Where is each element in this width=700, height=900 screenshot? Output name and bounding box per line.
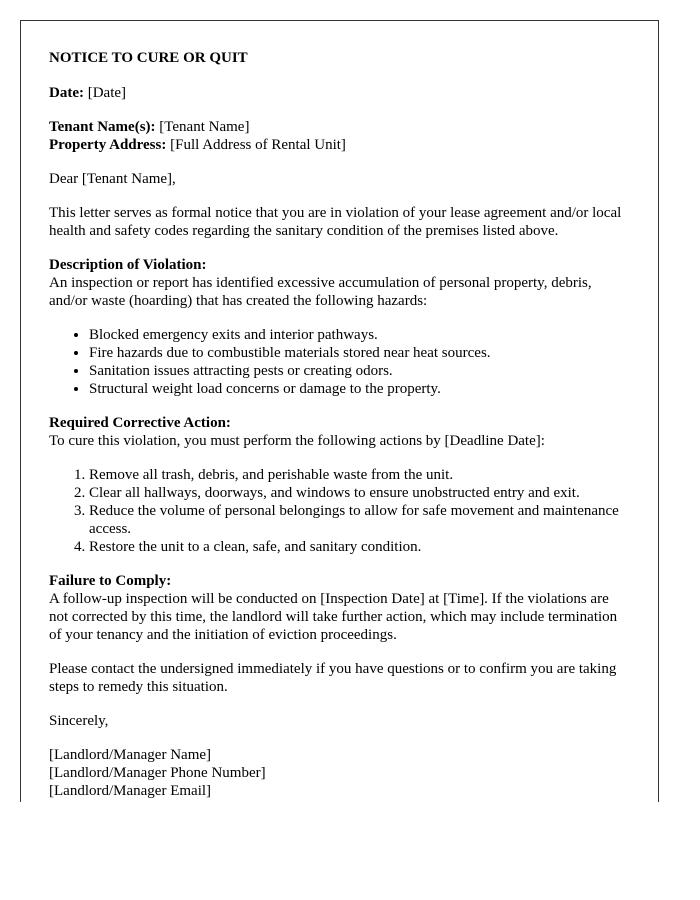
date-label: Date:: [49, 85, 84, 101]
list-item: 1. Remove all trash, debris, and perishable waste from the unit.: [89, 466, 630, 484]
intro-paragraph: This letter serves as formal notice that you are in violation of your lease agreement and/or local health and safety codes regarding the sanitary condition of the premises listed above.: [49, 205, 622, 239]
hazard-list: [49, 326, 630, 398]
signature-block: [49, 746, 630, 800]
violation-heading: Description of Violation:: [49, 257, 207, 273]
failure-heading: Failure to Comply:: [49, 573, 172, 589]
violation-section: [49, 256, 630, 310]
address-value: [Full Address of Rental Unit]: [170, 137, 346, 153]
list-item: 3. Reduce the volume of personal belongings to allow for safe movement and maintenance access.: [89, 502, 630, 538]
tenant-info: [49, 118, 630, 154]
tenant-value: [Tenant Name]: [159, 119, 250, 135]
violation-text: An inspection or report has identified excessive accumulation of personal property, debris, and/or waste (hoarding) that has created the following hazards:: [49, 275, 592, 309]
notice-title: NOTICE TO CURE OR QUIT: [49, 50, 248, 66]
action-section: [49, 414, 630, 450]
tenant-label: Tenant Name(s):: [49, 119, 156, 135]
signature-email: [Landlord/Manager Email]: [49, 783, 212, 799]
contact-paragraph: Please contact the undersigned immediately if you have questions or to confirm you are taking steps to remedy this situation.: [49, 661, 617, 695]
list-item: 4. Restore the unit to a clean, safe, and sanitary condition.: [89, 538, 630, 556]
date-value: [Date]: [87, 85, 127, 101]
date-line: [49, 84, 630, 102]
list-item: • Fire hazards due to combustible materials stored near heat sources.: [89, 344, 630, 362]
notice-document: [20, 20, 659, 802]
signature-name: [Landlord/Manager Name]: [49, 747, 212, 763]
address-label: Property Address:: [49, 137, 167, 153]
action-list: [49, 466, 630, 556]
list-item: • Sanitation issues attracting pests or creating odors.: [89, 362, 630, 380]
salutation: Dear [Tenant Name],: [49, 171, 176, 187]
closing: Sincerely,: [49, 713, 109, 729]
action-text: To cure this violation, you must perform the following actions by [Deadline Date]:: [49, 433, 545, 449]
action-heading: Required Corrective Action:: [49, 415, 231, 431]
list-item: • Structural weight load concerns or damage to the property.: [89, 380, 630, 398]
failure-text: A follow-up inspection will be conducted on [Inspection Date] at [Time]. If the violations are not corrected by this time, the landlord will take further action, which may include termination of your tenancy and the initiation of eviction proceedings.: [49, 591, 618, 643]
list-item: 2. Clear all hallways, doorways, and windows to ensure unobstructed entry and exit.: [89, 484, 630, 502]
failure-section: [49, 572, 630, 644]
signature-phone: [Landlord/Manager Phone Number]: [49, 765, 266, 781]
list-item: • Blocked emergency exits and interior pathways.: [89, 326, 630, 344]
